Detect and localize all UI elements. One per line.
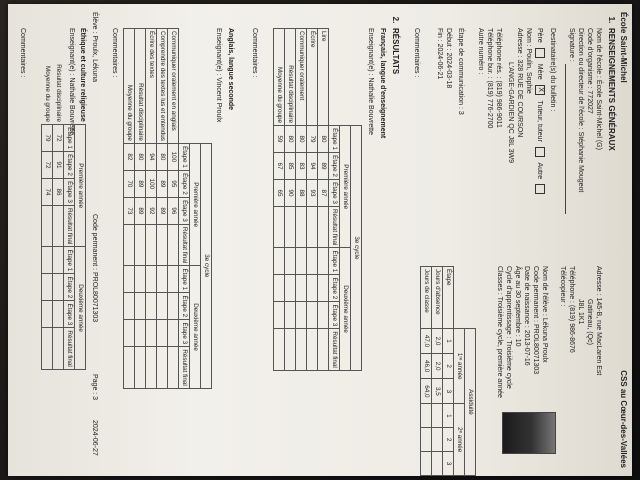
- col-e2: Étape 2: [179, 293, 190, 320]
- anglais-year2: Deuxième année: [190, 266, 201, 388]
- francais-comments: Commentaires :: [251, 28, 258, 78]
- table-row: [318, 29, 329, 371]
- pere-checkbox[interactable]: [535, 48, 545, 58]
- absence-value: [432, 452, 443, 476]
- school-city: Gatineau, (Qc): [586, 299, 593, 345]
- grade-cell: 89: [157, 170, 168, 197]
- grade-cell: [157, 224, 168, 265]
- section1-title: 1.RENSEIGNEMENTS GÉNÉRAUX: [607, 16, 616, 151]
- group-cell: [42, 206, 53, 247]
- result-label: Résultat disciplinaire: [54, 64, 62, 122]
- group-cell: [274, 207, 285, 248]
- anglais-year1: Première année: [190, 143, 201, 265]
- francais-title: Français, langue d'enseignement: [379, 28, 386, 139]
- group-label: Moyenne du groupe: [274, 29, 285, 126]
- grade-cell: 95: [168, 170, 179, 197]
- col-e3: Étape 3: [329, 180, 340, 207]
- grade-cell: 80: [157, 143, 168, 170]
- result-cell: [135, 224, 146, 265]
- francais-year2: Deuxième année: [340, 248, 351, 370]
- result-cell: 89: [135, 170, 146, 197]
- grade-cell: 96: [168, 197, 179, 224]
- competency-label: Écrire des textes: [146, 29, 157, 144]
- birth-date: Date de naissance : 2013-07-16: [523, 266, 530, 366]
- col-e3: Étape 3: [64, 179, 75, 206]
- classes: Classes : Troisième cycle, première année: [496, 266, 503, 398]
- pere-label: Père: [536, 28, 544, 43]
- group-cell: [124, 224, 135, 265]
- result-row: [285, 29, 296, 371]
- grade-cell: 94: [146, 143, 157, 170]
- attendance-table: [420, 266, 476, 476]
- ethique-comments: Commentaires :: [19, 28, 26, 78]
- step-start: Début : 2024-03-18: [445, 28, 452, 89]
- group-cell: 59: [274, 126, 285, 153]
- group-cell: 70: [124, 170, 135, 197]
- competency-label: Communiquer oralement en anglais: [168, 29, 179, 144]
- footer-code: Code permanent : PROL80071303: [91, 214, 98, 323]
- group-row: [42, 28, 53, 369]
- absence-label: Jours d'absence: [432, 267, 443, 329]
- col-e2: Étape 2: [64, 274, 75, 301]
- result-cell: 72: [53, 125, 64, 152]
- org-code: Code d'organisme : 772027: [586, 28, 593, 114]
- tuteur-checkbox[interactable]: [535, 147, 545, 157]
- result-cell: 90: [285, 180, 296, 207]
- att-step: 1: [443, 328, 454, 353]
- student-photo: [502, 412, 556, 454]
- grade-cell: 93: [307, 180, 318, 207]
- group-row: [124, 29, 135, 389]
- col-final: Résultat final: [64, 328, 75, 369]
- classe-value: [421, 404, 432, 428]
- col-e1: Étape 1: [179, 266, 190, 293]
- report-card-paper: [8, 4, 632, 476]
- classe-value: 64,0: [421, 379, 432, 404]
- mere-label: Mère: [536, 63, 544, 80]
- grade-cell: 87: [318, 180, 329, 207]
- result-row: [53, 28, 64, 369]
- absence-value: [432, 428, 443, 452]
- group-cell: 67: [274, 153, 285, 180]
- board-header: CSS au Cœur-des-Vallées: [619, 370, 628, 468]
- col-e2: Étape 2: [329, 275, 340, 302]
- attendance-row-steps: [443, 267, 454, 476]
- age-sept: Âge au 30 septembre : 10: [514, 266, 521, 347]
- anglais-teacher: Enseignant(e) : Vincent Proulx: [215, 28, 222, 123]
- attendance-year1: 1ʳᵉ année: [454, 328, 465, 404]
- footer-student: Élève : Proulx, Lékuna: [91, 12, 98, 83]
- col-e1: Étape 1: [179, 143, 190, 170]
- recipients-label: Destinataire(s) du bulletin :: [549, 28, 556, 112]
- table-row: [296, 29, 307, 371]
- grade-cell: [296, 207, 307, 248]
- absence-value: 2,0: [432, 354, 443, 379]
- col-final: Résultat final: [179, 347, 190, 388]
- att-step: 2: [443, 354, 454, 379]
- group-cell: 82: [124, 143, 135, 170]
- grade-cell: [168, 224, 179, 265]
- francais-year1: Première année: [340, 126, 351, 248]
- competency-label: Communiquer oralement: [296, 29, 307, 126]
- ethique-year1: Première année: [75, 125, 86, 247]
- classe-value: 47,0: [421, 328, 432, 353]
- grade-cell: 92: [146, 197, 157, 224]
- communication-step: Étape de communication : 3: [457, 28, 464, 115]
- communication-comments: Commentaires :: [413, 28, 420, 78]
- result-cell: 89: [135, 197, 146, 224]
- grade-cell: 94: [307, 153, 318, 180]
- report-card-page: [8, 4, 632, 476]
- table-row: [157, 29, 168, 389]
- col-final: Résultat final: [329, 207, 340, 248]
- group-cell: 72: [42, 152, 53, 179]
- grade-cell: 83: [296, 153, 307, 180]
- result-cell: 85: [285, 153, 296, 180]
- col-e3: Étape 3: [179, 197, 190, 224]
- school-zip: J8L 1K1: [577, 299, 584, 325]
- step-end: Fin : 2024-06-21: [436, 28, 443, 80]
- col-final: Résultat final: [329, 329, 340, 370]
- result-cell: 91: [53, 152, 64, 179]
- grade-cell: 79: [307, 126, 318, 153]
- absence-value: 2,0: [432, 328, 443, 353]
- col-e2: Étape 2: [64, 152, 75, 179]
- tuteur-label: Tuteur, tuteur: [536, 100, 544, 142]
- francais-teacher: Enseignant(e) : Nathalie Bouvrette: [367, 28, 374, 136]
- footer-date: 2024-06-27: [91, 420, 98, 456]
- competency-label: Lire: [318, 29, 329, 126]
- grade-cell: 89: [157, 197, 168, 224]
- group-label: Moyenne du groupe: [43, 65, 51, 122]
- mere-checkbox[interactable]: X: [535, 85, 545, 95]
- footer-page: Page : 3: [91, 374, 98, 401]
- attendance-steps-label: Étape: [443, 267, 454, 329]
- tel-res: Téléphone rés. : (819) 986-9011: [495, 28, 502, 128]
- parent-name: Nom : Poulin, Sophie: [525, 28, 532, 94]
- result-cell: 80: [135, 143, 146, 170]
- anglais-table: [123, 28, 212, 389]
- permanent-code: Code permanent : PROL80071303: [532, 266, 539, 375]
- anglais-title: Anglais, langue seconde: [227, 28, 234, 111]
- school-address: Adresse : 145-B, rue MacLaren Est: [595, 266, 602, 376]
- attendance-title: Assiduité: [465, 328, 476, 475]
- autre-label: Autre: [536, 162, 544, 180]
- col-final: Résultat final: [179, 224, 190, 265]
- col-e2: Étape 2: [329, 153, 340, 180]
- grade-cell: [146, 224, 157, 265]
- col-e3: Étape 3: [329, 302, 340, 329]
- parent-city: L'ANGE-GARDIEN QC J8L 3W9: [507, 62, 514, 164]
- group-row: [274, 29, 285, 371]
- result-cell: [53, 206, 64, 247]
- result-row: [135, 29, 146, 389]
- att-step: 3: [443, 452, 454, 476]
- grade-cell: 100: [146, 170, 157, 197]
- grade-cell: 100: [168, 143, 179, 170]
- att-step: 2: [443, 428, 454, 452]
- attendance-row-absence: [432, 267, 443, 476]
- col-e3: Étape 3: [64, 301, 75, 328]
- signature-label: Signature :: [568, 28, 575, 62]
- school-fax: Télécopieur :: [559, 266, 566, 307]
- classe-value: 46,0: [421, 354, 432, 379]
- signature-line: [565, 64, 566, 214]
- col-e2: Étape 2: [179, 170, 190, 197]
- ethique-year2: Deuxième année: [75, 247, 86, 369]
- table-row: [307, 29, 318, 371]
- col-e1: Étape 1: [329, 248, 340, 275]
- grade-cell: [307, 207, 318, 248]
- director: Direction ou directeur de l'école : Stéphanie Mougeot: [577, 28, 584, 193]
- classe-value: [421, 452, 432, 476]
- table-row: [168, 29, 179, 389]
- table-row: [146, 29, 157, 389]
- col-e1: Étape 1: [64, 247, 75, 274]
- autre-checkbox[interactable]: [535, 184, 545, 194]
- result-cell: 86: [53, 179, 64, 206]
- grade-cell: 89: [318, 153, 329, 180]
- attendance-row-classe: [421, 267, 432, 476]
- classe-value: [421, 428, 432, 452]
- anglais-cycle: 3e cycle: [201, 143, 212, 388]
- anglais-comments: Commentaires :: [111, 28, 118, 78]
- grade-cell: 80: [318, 126, 329, 153]
- group-cell: 74: [42, 179, 53, 206]
- att-step: 3: [443, 379, 454, 404]
- group-cell: 73: [124, 197, 135, 224]
- ethique-title: Éthique et culture religieuse: [79, 28, 86, 122]
- result-cell: [285, 207, 296, 248]
- grade-cell: 88: [296, 180, 307, 207]
- ethique-table: [41, 28, 86, 370]
- group-cell: 79: [42, 125, 53, 152]
- col-e1: Étape 1: [329, 126, 340, 153]
- competency-label: Écrire: [307, 29, 318, 126]
- result-cell: 80: [285, 126, 296, 153]
- school-tel: Téléphone : (819) 986-8676: [568, 266, 575, 353]
- recipient-checkboxes: [535, 28, 545, 198]
- col-final: Résultat final: [64, 206, 75, 247]
- other-number: Autre numéro :: [477, 28, 484, 75]
- col-e1: Étape 1: [64, 125, 75, 152]
- parent-address: Adresse : 328 RUE DE COURSON: [516, 28, 523, 138]
- grade-cell: [318, 207, 329, 248]
- section2-title: 2.RÉSULTATS: [391, 16, 400, 75]
- school-header: École Saint-Michel: [619, 12, 628, 83]
- grade-cell: 80: [296, 126, 307, 153]
- learning-cycle: Cycle d'apprentissage : Troisième cycle: [505, 266, 512, 389]
- att-step: 1: [443, 404, 454, 428]
- competency-label: Comprendre des textes lus et entendus: [157, 29, 168, 144]
- absence-value: 3,5: [432, 379, 443, 404]
- result-label: Résultat disciplinaire: [285, 29, 296, 126]
- francais-table: [273, 28, 362, 371]
- attendance-year2: 2ᵉ année: [454, 404, 465, 476]
- ethique-teacher: Enseignant(e) : Nathalie Bouvrette: [68, 28, 75, 136]
- absence-value: [432, 404, 443, 428]
- francais-cycle: 3e cycle: [351, 126, 362, 371]
- school-name: Nom de l'école : École Saint-Michel (G): [595, 28, 602, 150]
- result-label: Résultat disciplinaire: [135, 29, 146, 144]
- group-label: Moyenne du groupe: [124, 29, 135, 144]
- col-e3: Étape 3: [179, 320, 190, 347]
- group-cell: 65: [274, 180, 285, 207]
- student-name: Nom de l'élève : Lékuna Proulx: [541, 266, 548, 363]
- tel-bur: Téléphone bur. : (819) 776-2700: [486, 28, 493, 129]
- classe-label: Jours de classe: [421, 267, 432, 329]
